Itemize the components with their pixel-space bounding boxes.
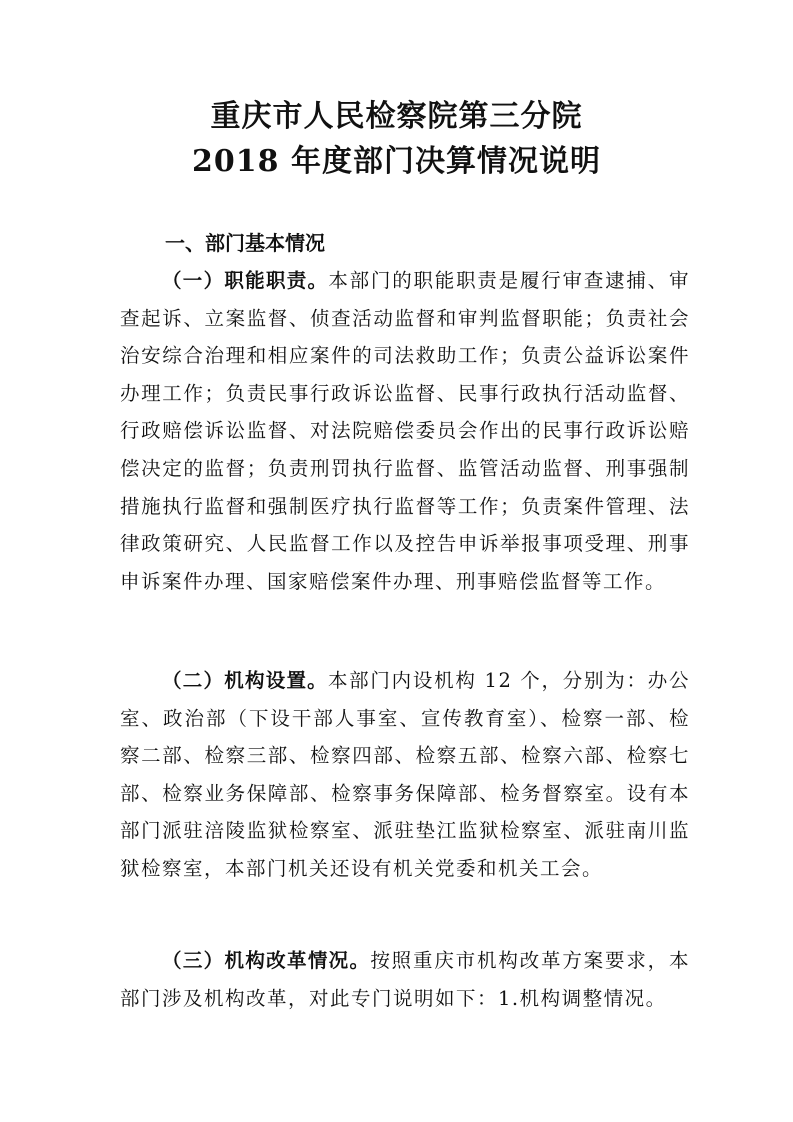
paragraph-lead: （一）职能职责。 [162,269,329,292]
document-title-line2: 2018 年度部门决算情况说明 [192,144,601,179]
paragraph-functions [120,262,690,600]
paragraph-lead: （三）机构改革情况。 [162,949,371,972]
paragraph-text: 本部门内设机构 12 个，分别为：办公室、政治部（下设干部人事室、宣传教育室）、检察一部、检察二部、检察三部、检察四部、检察五部、检察六部、检察七部、检察业务保障部、检察事务保障部、检务督察室。设有本部门派驻涪陵监狱检察室、派驻垫江监狱检察室、派驻南川监狱检察室，本部门机关还设有机关党委和机关工会。 [120,669,690,880]
paragraph-reform [120,942,690,1017]
section-heading-basic-info: 一、部门基本情况 [165,231,325,255]
paragraph-lead: （二）机构设置。 [162,669,328,692]
paragraph-text: 本部门的职能职责是履行审查逮捕、审查起诉、立案监督、侦查活动监督和审判监督职能；负责社会治安综合治理和相应案件的司法救助工作；负责公益诉讼案件办理工作；负责民事行政诉讼监督、民事行政执行活动监督、行政赔偿诉讼监督、对法院赔偿委员会作出的民事行政诉讼赔偿决定的监督；负责刑罚执行监督、监管活动监督、刑事强制措施执行监督和强制医疗执行监督等工作；负责案件管理、法律政策研究、人民监督工作以及控告申诉举报事项受理、刑事申诉案件办理、国家赔偿案件办理、刑事赔偿监督等工作。 [120,269,690,593]
paragraph-organization [120,662,690,888]
paragraph-text: 按照重庆市机构改革方案要求，本部门涉及机构改革，对此专门说明如下：1.机构调整情况。 [120,949,690,1010]
document-title-line1: 重庆市人民检察院第三分院 [210,99,583,134]
